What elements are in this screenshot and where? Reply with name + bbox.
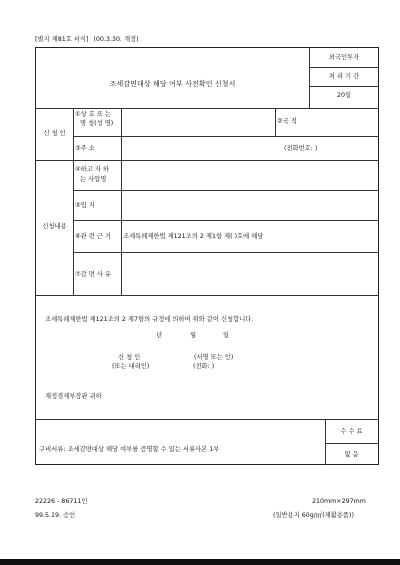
form-title: 조세감면대상 해당 여부 사전확인 신청서 <box>109 80 236 88</box>
location-number: ⑤ <box>75 202 81 209</box>
applicant-section-label: 신 청 인 <box>43 130 66 137</box>
fee-value: 없 음 <box>344 451 359 458</box>
business-number: ④ <box>75 166 81 173</box>
bottom-bar <box>0 559 400 565</box>
declarant-sub-label: (또는 대리인) <box>112 363 150 370</box>
declarant-label: 신 청 인 <box>118 354 141 361</box>
paper-size: 210mm×297mm <box>312 498 366 505</box>
location-label: 입 지 <box>80 202 95 209</box>
nationality-label: 국 적 <box>282 118 297 125</box>
processing-period-value: 20일 <box>336 92 352 99</box>
declaration-statement: 조세특례제한법 제121조의 2 제7항의 규정에 의하여 위와 같이 신청합니다. <box>45 316 254 323</box>
application-form <box>35 47 379 465</box>
address-number: ③ <box>75 145 81 152</box>
paper-type: (일반용지 60g/㎡(재활용품)) <box>273 512 354 519</box>
declarant-phone-label: (전화: ) <box>193 363 215 370</box>
name-label-line1: 상 호 또 는 <box>80 111 111 118</box>
signature-label: (서명 또는 인) <box>194 354 234 361</box>
footer-approval-date: 99.5.19. 승인 <box>35 512 76 519</box>
name-label-line2: 명 칭(성 명) <box>80 120 114 127</box>
legal-basis-field-label <box>75 233 111 240</box>
legal-basis-label: 관 련 근 거 <box>80 233 111 240</box>
fee-label: 수 수 료 <box>340 428 363 435</box>
reduction-reason-label: 감 면 사 유 <box>80 271 111 278</box>
reason-number: ⑦ <box>75 271 81 278</box>
business-field-label <box>75 166 109 173</box>
attachments-text: 구비서류: 조세감면대상 해당 여부를 증명할 수 있는 서류사본 1부 <box>39 446 220 453</box>
address-label: 주 소 <box>80 145 95 152</box>
revision-date: (00.3.30. 개정) <box>93 36 139 43</box>
applicant-phone-label: (전화번호: ) <box>284 145 318 152</box>
date-day-label: 일 <box>223 332 230 339</box>
recipient-label: 재정경제부장관 귀하 <box>45 393 102 400</box>
form-number <box>35 36 139 43</box>
name-number: ① <box>75 111 81 118</box>
date-year-label: 년 <box>156 332 163 339</box>
name-field-label <box>75 111 111 118</box>
date-month-label: 월 <box>190 332 197 339</box>
form-number-label: [별지 제81호 서식] <box>35 36 89 43</box>
business-label-line2: 는 사업명 <box>80 176 107 183</box>
nationality-number: ② <box>277 118 283 125</box>
legal-basis-value: 조세특례제한법 제121조의 2 제1항 제( )호에 해당 <box>123 233 264 240</box>
processing-period-label: 처 리 기 간 <box>328 73 360 80</box>
legal-basis-number: ⑥ <box>75 233 81 240</box>
nationality-field-label <box>277 118 297 125</box>
footer-code: 22226 - 86711인 <box>35 498 88 505</box>
details-section-label: 신청내용 <box>42 223 67 230</box>
division-label: 외국인투자 <box>328 54 360 61</box>
location-field-label <box>75 202 95 209</box>
address-field-label <box>75 145 95 152</box>
business-label-line1: 하고 자 하 <box>80 166 109 173</box>
reduction-reason-field-label <box>75 271 111 278</box>
